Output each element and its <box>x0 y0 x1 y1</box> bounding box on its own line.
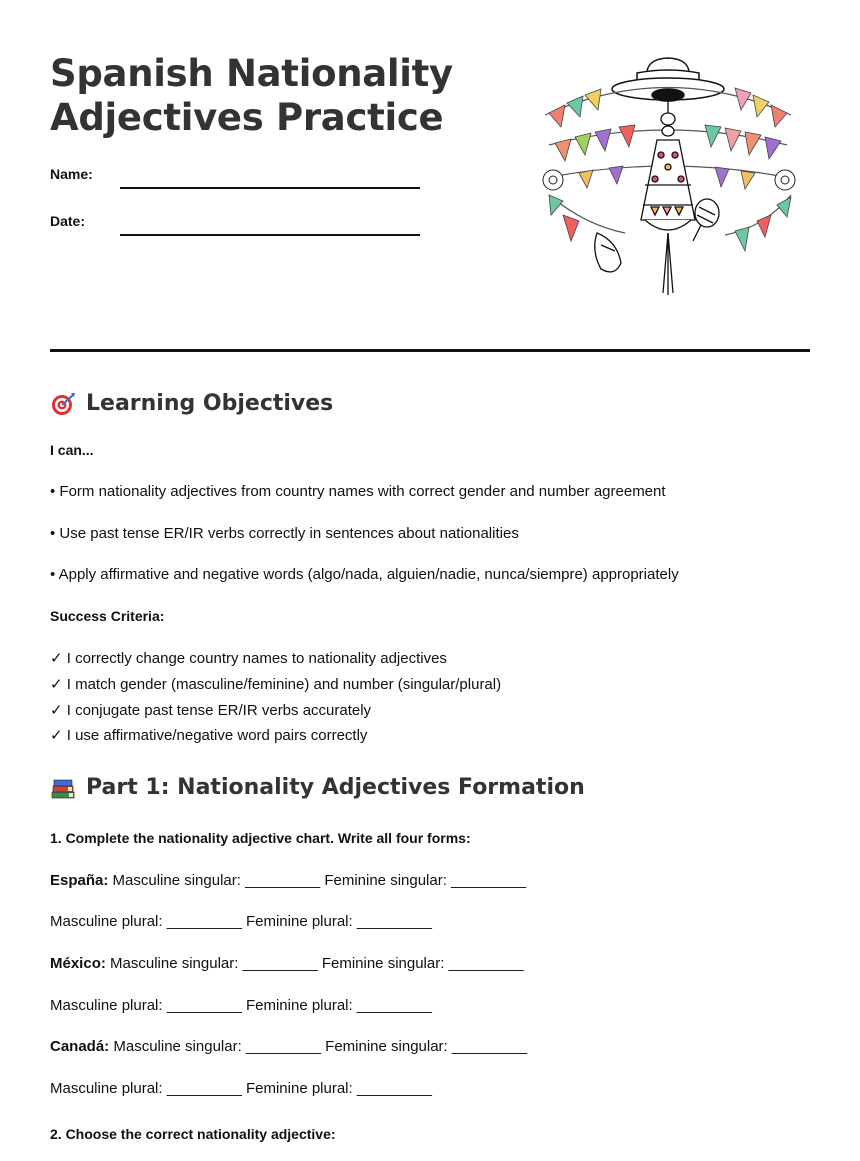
singular-blanks[interactable]: Masculine singular: _________ Feminine singular: _________ <box>105 955 524 972</box>
objectives-intro: I can... <box>50 442 94 458</box>
success-criteria-heading: Success Criteria: <box>50 608 165 624</box>
adjective-row <box>50 1038 527 1055</box>
name-label: Name: <box>50 166 93 182</box>
criteria-item: ✓ I conjugate past tense ER/IR verbs accurately <box>50 702 372 719</box>
country-label: Canadá: <box>50 1038 110 1055</box>
dart-target-icon <box>50 391 76 417</box>
name-field[interactable] <box>120 187 420 189</box>
plural-blanks[interactable]: Masculine plural: _________ Feminine plural: _________ <box>50 913 432 930</box>
pinata-illustration <box>535 55 805 305</box>
plural-blanks[interactable]: Masculine plural: _________ Feminine plural: _________ <box>50 997 432 1014</box>
objective-item: • Form nationality adjectives from country names with correct gender and number agreement <box>50 483 666 500</box>
header-divider <box>50 349 810 352</box>
plural-blanks[interactable]: Masculine plural: _________ Feminine plural: _________ <box>50 1080 432 1097</box>
adjective-row <box>50 872 526 889</box>
section-title-part1: Part 1: Nationality Adjectives Formation <box>50 774 585 802</box>
sombrero-icon <box>612 58 724 101</box>
ornament-icon <box>595 233 621 272</box>
objective-item: • Apply affirmative and negative words (algo/nada, alguien/nadie, nunca/siempre) appropriately <box>50 566 679 583</box>
singular-blanks[interactable]: Masculine singular: _________ Feminine singular: _________ <box>109 1038 527 1055</box>
date-field[interactable] <box>120 234 420 236</box>
criteria-item: ✓ I match gender (masculine/feminine) and number (singular/plural) <box>50 676 502 693</box>
section-title-objectives: Learning Objectives <box>50 390 333 418</box>
objective-item: • Use past tense ER/IR verbs correctly in sentences about nationalities <box>50 525 519 542</box>
country-label: México: <box>50 955 106 972</box>
singular-blanks[interactable]: Masculine singular: _________ Feminine singular: _________ <box>108 872 527 889</box>
maraca-icon <box>693 199 719 241</box>
page-title: Spanish Nationality Adjectives Practice <box>50 52 453 139</box>
books-icon <box>50 775 76 801</box>
country-label: España: <box>50 872 109 889</box>
question-2: 2. Choose the correct nationality adjective: <box>50 1126 336 1142</box>
date-label: Date: <box>50 213 86 229</box>
question-1: 1. Complete the nationality adjective chart. Write all four forms: <box>50 830 471 846</box>
criteria-item: ✓ I use affirmative/negative word pairs correctly <box>50 727 368 744</box>
adjective-row <box>50 955 524 972</box>
criteria-item: ✓ I correctly change country names to nationality adjectives <box>50 650 447 667</box>
